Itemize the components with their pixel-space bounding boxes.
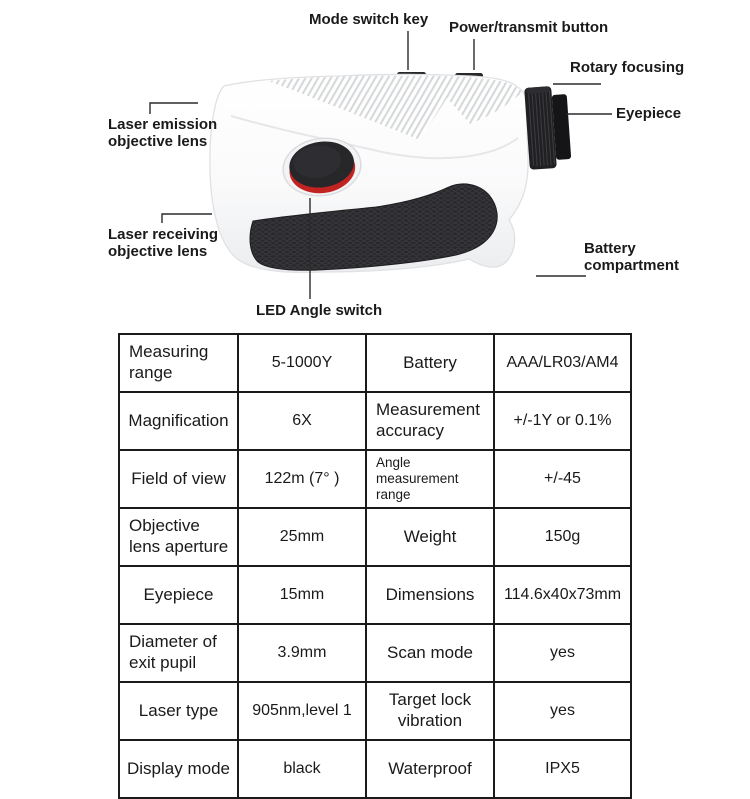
device-figure xyxy=(0,0,750,332)
spec-table xyxy=(118,333,632,799)
spec-label-cell: Objective lens aperture xyxy=(119,508,238,566)
spec-value-cell: black xyxy=(238,740,366,798)
spec-value-cell: 3.9mm xyxy=(238,624,366,682)
spec-value-cell: +/-45 xyxy=(494,450,631,508)
label-line: objective lens xyxy=(108,133,208,150)
label-rotary-focusing: Rotary focusing xyxy=(570,59,685,76)
spec-value-cell: 25mm xyxy=(238,508,366,566)
label-line: objective lens xyxy=(108,243,208,260)
label-led-angle-switch: LED Angle switch xyxy=(256,302,383,319)
spec-value-cell: 150g xyxy=(494,508,631,566)
spec-value-cell: 15mm xyxy=(238,566,366,624)
spec-label-cell: Measurement accuracy xyxy=(366,392,494,450)
spec-label-cell: Weight xyxy=(366,508,494,566)
rangefinder-illustration xyxy=(0,0,750,332)
spec-label-cell: Battery xyxy=(366,334,494,392)
label-line: Battery xyxy=(584,240,636,257)
spec-label-cell: Target lock vibration xyxy=(366,682,494,740)
eyepiece-barrel xyxy=(524,85,572,170)
spec-table-row xyxy=(119,682,631,740)
label-line: compartment xyxy=(584,257,680,274)
spec-value-cell: 5-1000Y xyxy=(238,334,366,392)
spec-value-cell: yes xyxy=(494,682,631,740)
spec-label-cell: Diameter of exit pupil xyxy=(119,624,238,682)
spec-label-cell: Angle measurement range xyxy=(366,450,494,508)
label-mode-switch-key: Mode switch key xyxy=(309,11,429,28)
laser-receiving-leader xyxy=(162,214,212,223)
label-laser-receiving-objective-lens xyxy=(108,226,218,260)
spec-label-cell: Field of view xyxy=(119,450,238,508)
spec-label-cell: Dimensions xyxy=(366,566,494,624)
spec-table-row xyxy=(119,508,631,566)
spec-label-cell: Laser type xyxy=(119,682,238,740)
spec-value-cell: 122m (7° ) xyxy=(238,450,366,508)
label-laser-emission-objective-lens xyxy=(108,116,217,150)
spec-value-cell: 6X xyxy=(238,392,366,450)
spec-value-cell: +/-1Y or 0.1% xyxy=(494,392,631,450)
spec-table-row xyxy=(119,566,631,624)
label-line: Laser emission xyxy=(108,116,218,133)
spec-table-row xyxy=(119,450,631,508)
spec-label-cell: Display mode xyxy=(119,740,238,798)
spec-label-cell: Waterproof xyxy=(366,740,494,798)
spec-value-cell: IPX5 xyxy=(494,740,631,798)
spec-table-body xyxy=(119,334,631,798)
label-battery-compartment xyxy=(584,240,679,274)
laser-emission-leader xyxy=(150,103,198,114)
spec-value-cell: 114.6x40x73mm xyxy=(494,566,631,624)
spec-label-cell: Magnification xyxy=(119,392,238,450)
spec-label-cell: Measuring range xyxy=(119,334,238,392)
spec-table-row xyxy=(119,334,631,392)
spec-value-cell: 905nm,level 1 xyxy=(238,682,366,740)
spec-value-cell: AAA/LR03/AM4 xyxy=(494,334,631,392)
spec-table-row xyxy=(119,624,631,682)
spec-table-row xyxy=(119,740,631,798)
spec-value-cell: yes xyxy=(494,624,631,682)
label-line: Laser receiving xyxy=(108,226,219,243)
spec-label-cell: Eyepiece xyxy=(119,566,238,624)
spec-table-row xyxy=(119,392,631,450)
label-power-transmit-button: Power/transmit button xyxy=(449,19,609,36)
spec-label-cell: Scan mode xyxy=(366,624,494,682)
label-eyepiece: Eyepiece xyxy=(616,105,682,122)
